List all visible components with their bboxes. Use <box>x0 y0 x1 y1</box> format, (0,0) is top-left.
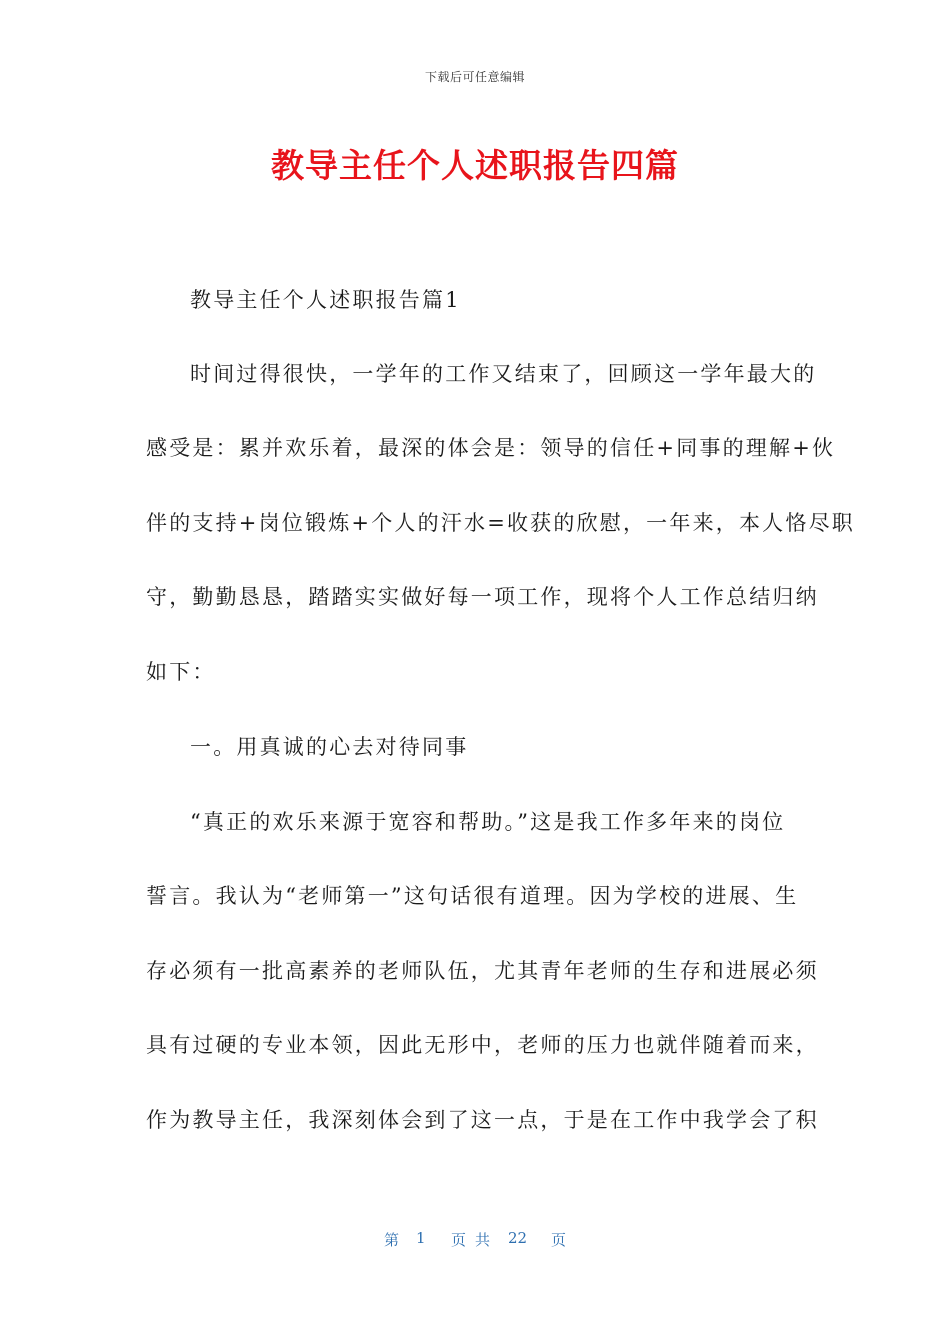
paragraph-line: 存必须有一批高素养的老师队伍，尤其青年老师的生存和进展必须 <box>146 959 819 983</box>
paragraph-line: 时间过得很快，一学年的工作又结束了，回顾这一学年最大的 <box>190 362 817 386</box>
footer-word-end: 页 <box>551 1231 567 1249</box>
header-note: 下载后可任意编辑 <box>424 70 525 84</box>
paragraph-line: 如下： <box>146 660 216 684</box>
paragraph-line: “真正的欢乐来源于宽容和帮助。”这是我工作多年来的岗位 <box>190 810 786 834</box>
paragraph-line: 感受是：累并欢乐着，最深的体会是：领导的信任+同事的理解+伙 <box>146 436 836 460</box>
paragraph-line: 伴的支持+岗位锻炼+个人的汗水=收获的欣慰，一年来，本人恪尽职 <box>146 511 855 535</box>
section-heading: 教导主任个人述职报告篇1 <box>190 288 461 312</box>
footer-word-of: 页共 <box>451 1231 500 1249</box>
paragraph-line: 誓言。我认为“老师第一”这句话很有道理。因为学校的进展、生 <box>146 884 799 908</box>
document-title: 教导主任个人述职报告四篇 <box>271 146 679 185</box>
paragraph-line: 守，勤勤恳恳，踏踏实实做好每一项工作，现将个人工作总结归纳 <box>146 585 819 609</box>
subsection-heading: 一。用真诚的心去对待同事 <box>190 735 469 759</box>
footer-total-pages: 22 <box>508 1229 528 1247</box>
paragraph-line: 作为教导主任，我深刻体会到了这一点，于是在工作中我学会了积 <box>146 1108 819 1132</box>
footer-current-page: 1 <box>416 1229 426 1247</box>
footer-word-page: 第 <box>384 1231 400 1249</box>
paragraph-line: 具有过硬的专业本领，因此无形中，老师的压力也就伴随着而来， <box>146 1033 819 1057</box>
page-footer <box>0 1229 950 1251</box>
